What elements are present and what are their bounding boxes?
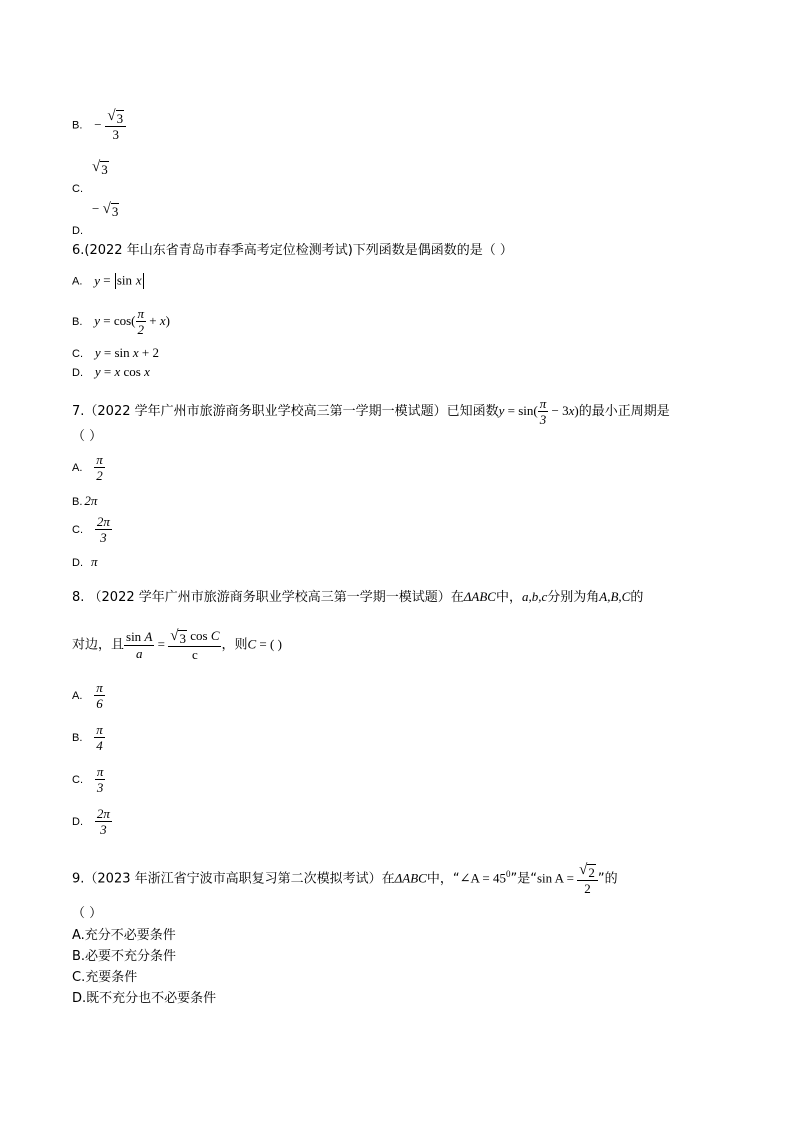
fraction: [94, 680, 105, 711]
q8-stem-text: 对边，且: [72, 637, 125, 653]
numerator: 2π: [96, 514, 110, 529]
math-expr: sin A =: [536, 870, 578, 886]
math-var: x: [144, 364, 150, 379]
option-label: B.: [72, 732, 83, 744]
math-op: − 3: [548, 403, 569, 418]
numerator: π: [96, 680, 103, 695]
math-op: = sin: [100, 345, 133, 360]
math-var: y: [94, 345, 101, 360]
q6-option-d: [72, 365, 150, 380]
numerator: π: [539, 396, 547, 411]
q6-option-c: [72, 346, 159, 361]
denominator: 3: [100, 822, 107, 837]
q7-stem-tail: 的最小正周期是: [578, 404, 670, 419]
math-var: x: [568, 403, 575, 418]
q5-option-c-label: C.: [72, 183, 83, 195]
math-expr: a,b,c: [521, 589, 548, 604]
q9-stem-text: 中，“: [426, 871, 460, 887]
denominator: 2: [137, 322, 145, 337]
q7-option-a: [72, 452, 105, 483]
fraction: [95, 806, 112, 837]
radicand: 3: [179, 631, 186, 646]
superscript: 0: [505, 869, 511, 880]
q7-option-b: [72, 494, 97, 509]
math-op: ): [165, 313, 170, 328]
math-value: 2π: [84, 493, 98, 508]
numerator: π: [96, 764, 104, 779]
numerator: 2π: [96, 806, 110, 821]
fraction: $\frac{\text{sin A}}{a}$: [126, 629, 153, 661]
option-label: D.: [72, 816, 83, 828]
q7-option-d: [72, 555, 98, 570]
fraction: [136, 306, 147, 337]
abs-bar-right: [143, 273, 144, 289]
denominator: 4: [96, 738, 103, 753]
q8-stem-text: 8. （2022 学年广州市旅游商务职业学校高三第一学期一模试题）在: [72, 590, 464, 605]
math-expr: ΔABC: [394, 870, 427, 886]
math-var: y: [94, 272, 101, 288]
radicand: 3: [116, 111, 124, 126]
denominator: 2: [96, 468, 103, 483]
radicand: 3: [111, 204, 119, 219]
math-var: x: [132, 345, 139, 360]
q8-option-b: [72, 722, 105, 753]
option-label: A.: [72, 462, 83, 474]
fraction: [95, 764, 106, 795]
q8-stem-text: ，则: [221, 637, 248, 653]
q6-option-b: [72, 306, 170, 337]
q5-option-d-label: D.: [72, 225, 83, 237]
q6-option-a: [72, 273, 145, 289]
option-label: C.: [72, 348, 83, 360]
q8-option-c: [72, 764, 105, 795]
fraction: √ 2 2: [577, 862, 598, 896]
q8-stem-text: 中，: [495, 590, 522, 605]
math-expr: ∠A = 45: [459, 870, 506, 886]
q7-stem: [72, 396, 670, 427]
q9-stem: [72, 862, 618, 896]
denominator: c: [191, 647, 198, 662]
radicand: 3: [101, 162, 108, 177]
numerator: π: [96, 722, 103, 737]
math-var: y: [94, 313, 101, 328]
math-op: +: [146, 313, 160, 328]
abs-bar-left: [115, 273, 116, 289]
math-var: y: [498, 403, 505, 418]
math-op: =: [100, 364, 115, 379]
math-var: x: [159, 313, 166, 328]
q8-stem-text: 的: [630, 590, 644, 605]
denominator: 2: [584, 881, 591, 896]
minus-sign: −: [94, 116, 102, 132]
answer-paren: = ( ): [256, 636, 282, 652]
q9-stem-text: ”是“: [510, 871, 537, 887]
denominator: 3: [96, 780, 104, 795]
q9-stem-text: 9.（2023 年浙江省宁波市高职复习第二次模拟考试）在: [72, 871, 395, 887]
minus-sign: −: [92, 201, 100, 216]
math-op: =: [100, 272, 114, 288]
math-op: + 2: [138, 345, 159, 360]
option-label: C.: [72, 524, 83, 536]
math-expr: A,B,C: [599, 589, 631, 604]
option-label: B.: [72, 316, 83, 328]
fraction: [94, 452, 105, 483]
option-label: B.: [72, 119, 83, 132]
math-var: C: [247, 636, 257, 652]
denominator: a: [135, 646, 143, 661]
math-fn: cos: [120, 364, 145, 379]
q5-option-c-expr: √ 3: [92, 159, 108, 177]
q8-stem: [72, 590, 643, 605]
math-expr: ΔABC: [463, 589, 496, 604]
q9-option-a: A.充分不必要条件: [72, 928, 176, 943]
fraction: [94, 722, 105, 753]
q8-stem-text: 分别为角: [547, 590, 600, 605]
math-value: π: [91, 554, 98, 569]
fraction: √ 3 cos C c: [170, 628, 220, 662]
option-label: C.: [72, 774, 83, 786]
q7-answer-paren: （ ）: [72, 429, 103, 444]
fraction: √ 3 3: [105, 108, 126, 142]
math-var: y: [94, 364, 101, 379]
math-op: = sin(: [504, 403, 538, 418]
q9-stem-text: ”的: [597, 871, 618, 887]
q9-option-b: B.必要不充分条件: [72, 949, 177, 964]
q9-option-c: C.充要条件: [72, 970, 138, 985]
option-label: D.: [72, 557, 83, 569]
option-label: B.: [72, 496, 83, 508]
q8-condition: [72, 628, 282, 662]
denominator: 3: [112, 127, 120, 142]
denominator: 6: [96, 696, 103, 711]
math-fn: sin: [116, 272, 133, 288]
option-label: A.: [72, 275, 83, 288]
math-op: ): [574, 403, 579, 418]
math-op: =: [154, 636, 169, 652]
radicand: 2: [588, 865, 595, 880]
q9-answer-paren: （ ）: [72, 906, 103, 921]
option-label: A.: [72, 690, 83, 702]
denominator: 3: [539, 412, 547, 427]
fraction: [538, 396, 549, 427]
q7-stem-text: 7.（2022 学年广州市旅游商务职业学校高三第一学期一模试题）已知函数: [72, 404, 499, 419]
q5-option-d-expr: − √ 3: [92, 201, 119, 219]
q8-option-d: [72, 806, 112, 837]
option-label: D.: [72, 367, 83, 379]
fraction: [95, 514, 112, 545]
q8-option-a: [72, 680, 105, 711]
denominator: 3: [100, 530, 107, 545]
math-op: = cos(: [100, 313, 136, 328]
q7-option-c: [72, 514, 112, 545]
math-var: x: [135, 272, 142, 288]
numerator: π: [96, 452, 103, 467]
q5-option-b: [72, 108, 126, 142]
q6-stem: 6.(2022 年山东省青岛市春季高考定位检测考试)下列函数是偶函数的是（ ）: [72, 243, 513, 258]
q9-option-d: D.既不充分也不必要条件: [72, 991, 217, 1006]
math-var: x: [114, 364, 121, 379]
numerator: π: [137, 306, 145, 321]
